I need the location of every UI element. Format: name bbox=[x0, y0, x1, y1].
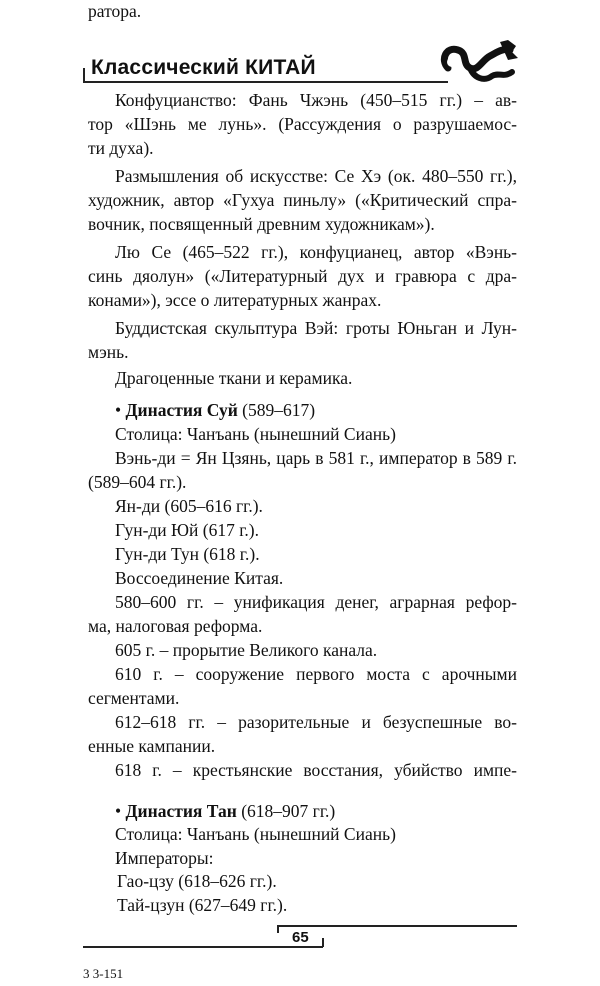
header-rule bbox=[83, 81, 448, 83]
text-line: Столица: Чанъань (нынешний Сиань) bbox=[115, 824, 396, 844]
text-line: Размышления об искусстве: Се Хэ (ок. 480–550 гг.), bbox=[115, 166, 517, 186]
text-line: Ян-ди (605–616 гг.). bbox=[115, 496, 263, 516]
text-line: Гун-ди Тун (618 г.). bbox=[115, 544, 260, 564]
text-line: Буддистская скульптура Вэй: гроты Юньган и Лун- bbox=[115, 318, 517, 338]
text-line: Тай-цзун (627–649 гг.). bbox=[117, 895, 288, 915]
bullet: • bbox=[115, 801, 122, 821]
text-line: Столица: Чанъань (нынешний Сиань) bbox=[115, 424, 396, 444]
dynasty-years: (618–907 гг.) bbox=[241, 801, 336, 821]
text-line: Гао-цзу (618–626 гг.). bbox=[117, 871, 277, 891]
page-number-rule-top bbox=[277, 925, 517, 927]
text-line: Конфуцианство: Фань Чжэнь (450–515 гг.) – ав- bbox=[115, 90, 517, 110]
text-line: 605 г. – прорытие Великого канала. bbox=[115, 640, 378, 660]
text-line: синь дяолун» («Литературный дух и гравюра с дра- bbox=[88, 266, 517, 286]
section-heading bbox=[115, 399, 517, 421]
text-line: Императоры: bbox=[115, 848, 214, 868]
text-line: вочник, посвященный древним художникам»). bbox=[88, 214, 435, 234]
page-number-rule-bottom bbox=[83, 946, 323, 948]
dynasty-title: Династия Тан bbox=[125, 801, 237, 821]
page-number: 65 bbox=[292, 929, 309, 946]
text-line: енные кампании. bbox=[88, 736, 216, 756]
text-line: Лю Се (465–522 гг.), конфуцианец, автор «Вэнь- bbox=[115, 242, 517, 262]
dynasty-title: Династия Суй bbox=[125, 400, 238, 420]
text-line: 612–618 гг. – разорительные и безуспешные во- bbox=[115, 712, 517, 732]
section-heading bbox=[115, 800, 517, 822]
dragon-emblem-icon bbox=[438, 38, 520, 86]
text-line: конами»), эссе о литературных жанрах. bbox=[88, 290, 382, 310]
text-line: 618 г. – крестьянские восстания, убийство импе- bbox=[115, 760, 517, 780]
text-line: Вэнь-ди = Ян Цзянь, царь в 581 г., император в 589 г. bbox=[115, 448, 517, 468]
text-line: тор «Шэнь ме лунь». (Рассуждения о разрушаемос- bbox=[88, 114, 517, 134]
running-header-title: Классический КИТАЙ bbox=[91, 56, 316, 79]
text-line: мэнь. bbox=[88, 342, 129, 362]
text-line: ратора. bbox=[88, 1, 142, 21]
text-line: (589–604 гг.). bbox=[88, 472, 187, 492]
text-line: художник, автор «Гухуа пиньлу» («Критический спра- bbox=[88, 190, 517, 210]
text-line: Гун-ди Юй (617 г.). bbox=[115, 520, 259, 540]
dynasty-years: (589–617) bbox=[242, 400, 316, 420]
text-line: ти духа). bbox=[88, 138, 154, 158]
printer-signature: 3 3-151 bbox=[83, 966, 124, 981]
bullet: • bbox=[115, 400, 122, 420]
text-line: 580–600 гг. – унификация денег, аграрная рефор- bbox=[115, 592, 517, 612]
text-line: ма, налоговая реформа. bbox=[88, 616, 263, 636]
text-line: Воссоединение Китая. bbox=[115, 568, 284, 588]
text-line: сегментами. bbox=[88, 688, 180, 708]
page-number-bracket bbox=[277, 925, 279, 933]
text-line: 610 г. – сооружение первого моста с арочными bbox=[115, 664, 517, 684]
text-line: Драгоценные ткани и керамика. bbox=[115, 368, 353, 388]
